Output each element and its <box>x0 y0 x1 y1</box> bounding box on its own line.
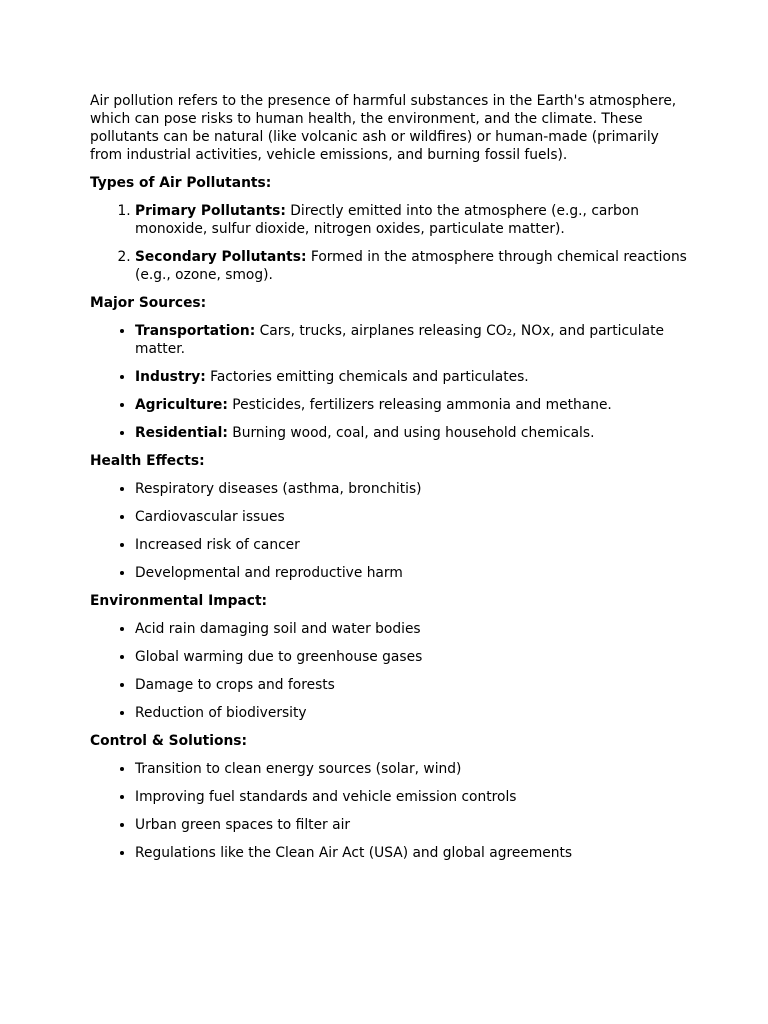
list-item <box>135 424 690 442</box>
list-item: • Increased risk of cancer <box>135 536 690 554</box>
item-term: Secondary Pollutants: <box>135 249 307 265</box>
item-text: Formed in the atmosphere through chemical reactions (e.g., ozone, smog). <box>135 249 687 283</box>
item-term: Industry: <box>135 369 206 385</box>
item-text: Burning wood, coal, and using household chemicals. <box>227 425 595 441</box>
list-item: • Improving fuel standards and vehicle emission controls <box>135 788 690 806</box>
item-text: Pesticides, fertilizers releasing ammonia and methane. <box>227 397 612 413</box>
sources-heading: Major Sources: <box>90 295 207 311</box>
types-list <box>90 202 690 284</box>
list-item: • Developmental and reproductive harm <box>135 564 690 582</box>
control-list <box>90 760 690 862</box>
item-text: Cars, trucks, airplanes releasing CO₂, NOx, and particulate matter. <box>135 323 664 357</box>
sources-list <box>90 322 690 442</box>
item-term: Agriculture: <box>135 397 228 413</box>
list-item: • Global warming due to greenhouse gases <box>135 648 690 666</box>
list-item <box>135 322 690 358</box>
item-term: Primary Pollutants: <box>135 203 286 219</box>
list-item <box>135 368 690 386</box>
list-item: • Regulations like the Clean Air Act (USA) and global agreements <box>135 844 690 862</box>
list-item <box>135 202 690 238</box>
health-heading: Health Effects: <box>90 453 205 469</box>
control-heading: Control & Solutions: <box>90 733 247 749</box>
item-term: Residential: <box>135 425 228 441</box>
list-item: • Cardiovascular issues <box>135 508 690 526</box>
list-item: • Acid rain damaging soil and water bodies <box>135 620 690 638</box>
intro-paragraph: Air pollution refers to the presence of harmful substances in the Earth's atmosphere, which can pose risks to human health, the environment, and the climate. These pollutants can be natural (like volcanic ash or wildfires) or human-made (primarily from industrial activities, vehicle emissions, and burning fossil fuels). <box>90 93 677 163</box>
environment-list <box>90 620 690 722</box>
item-text: Factories emitting chemicals and particulates. <box>205 369 529 385</box>
types-heading: Types of Air Pollutants: <box>90 175 272 191</box>
item-term: Transportation: <box>135 323 256 339</box>
list-item: • Urban green spaces to filter air <box>135 816 690 834</box>
list-item: • Reduction of biodiversity <box>135 704 690 722</box>
list-item <box>135 248 690 284</box>
environment-heading: Environmental Impact: <box>90 593 268 609</box>
list-item: • Damage to crops and forests <box>135 676 690 694</box>
list-item: • Respiratory diseases (asthma, bronchitis) <box>135 480 690 498</box>
list-item <box>135 396 690 414</box>
health-list <box>90 480 690 582</box>
item-text: Directly emitted into the atmosphere (e.g., carbon monoxide, sulfur dioxide, nitrogen oxides, particulate matter). <box>135 203 639 237</box>
document-page <box>90 92 690 872</box>
list-item: • Transition to clean energy sources (solar, wind) <box>135 760 690 778</box>
